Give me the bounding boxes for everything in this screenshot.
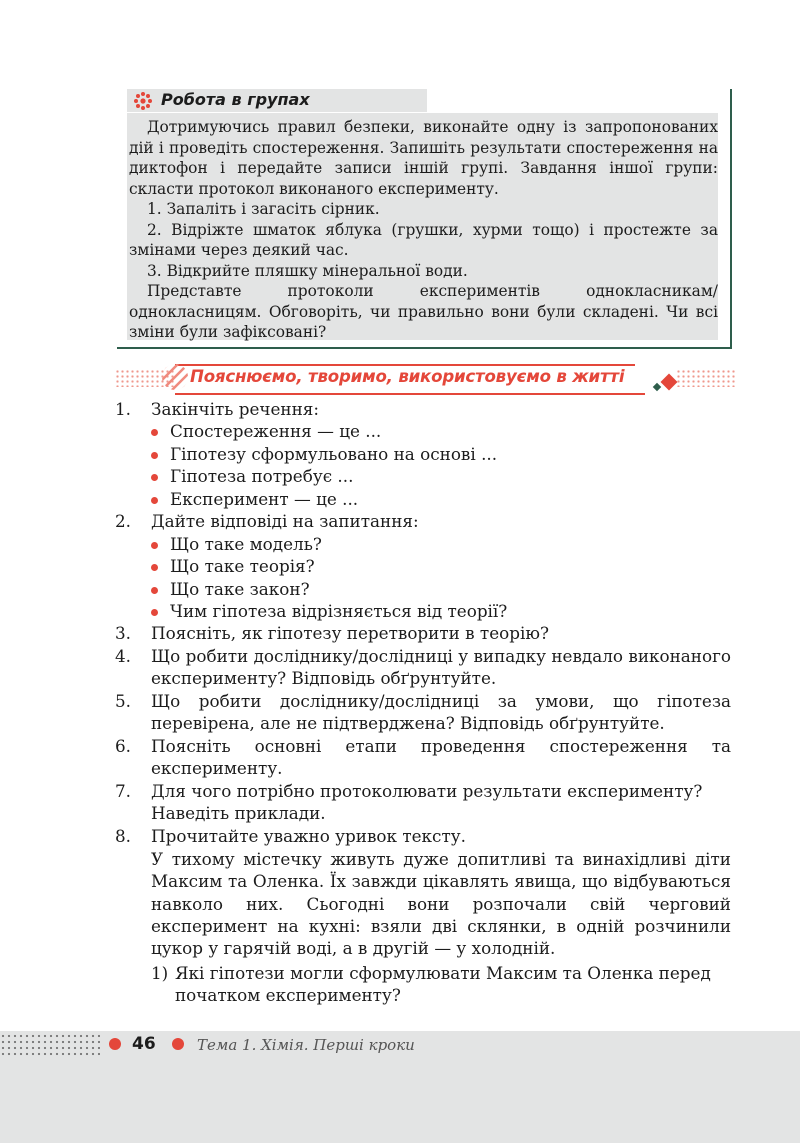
- group-work-icon: [133, 91, 153, 111]
- footer-topic: Тема 1. Хімія. Перші кроки: [197, 1036, 415, 1054]
- subtask-text: Які гіпотези могли сформулювати Максим та Оленка перед початком експерименту?: [175, 963, 711, 1006]
- bullet-icon: [151, 443, 161, 453]
- bullet-text: Чим гіпотеза відрізняється від теорії?: [170, 601, 508, 621]
- group-work-step-1: 1. Запаліть і загасіть сірник.: [147, 200, 380, 218]
- task-number: 5.: [115, 691, 132, 711]
- group-work-header: [127, 89, 427, 112]
- subtask-number: 1): [151, 963, 169, 983]
- bullet-icon: [151, 600, 161, 610]
- task-number: 1.: [115, 399, 132, 419]
- bullet-icon: [151, 533, 161, 543]
- bullet-icon: [151, 578, 161, 588]
- task-number: 6.: [115, 736, 132, 756]
- bullet-text: Що таке модель?: [170, 534, 322, 554]
- task-number: 7.: [115, 781, 132, 801]
- task-text: Прочитайте уважно уривок тексту.: [151, 826, 466, 846]
- group-work-step-2: 2. Відріжте шматок яблука (грушки, хурми тощо) і простежте за змінами через деякий час.: [129, 220, 718, 259]
- task-text: Закінчіть речення:: [151, 399, 320, 419]
- passage-text: У тихому містечку живуть дуже допитливі та винахідливі діти Максим та Оленка. Їх завжди цікавлять явища, що відбуваються навколо них. Сьогодні вони розпочали свій черговий експеримент на кухні: взяли дві склянки, в одній розчинили цукор у гарячій воді, а в другій — у холодній.: [151, 849, 731, 959]
- banner-line-bottom: [175, 393, 645, 395]
- bullet-text: Гіпотезу сформульовано на основі ...: [170, 444, 498, 464]
- task-text: Що робити досліднику/дослідниці за умови, що гіпотеза перевірена, але не підтверджена? Відповідь обґрунтуйте.: [151, 691, 731, 734]
- bullet-text: Що таке теорія?: [170, 556, 315, 576]
- bullet-icon: [151, 488, 161, 498]
- task-text: Дайте відповіді на запитання:: [151, 511, 419, 531]
- footer-circle-right: [172, 1038, 184, 1050]
- bullet-text: Спостереження — це ...: [170, 421, 382, 441]
- group-work-title: Робота в групах: [161, 90, 310, 109]
- banner-stripe-icon: [160, 362, 190, 392]
- task-text: Для чого потрібно протоколювати результати експерименту? Наведіть приклади.: [151, 781, 703, 824]
- banner-diamond-icon: [648, 370, 688, 394]
- bullet-icon: [151, 465, 161, 475]
- footer-circle-left: [109, 1038, 121, 1050]
- group-work-text: [129, 117, 718, 343]
- footer-dots: [0, 1033, 100, 1057]
- task-text: Що робити досліднику/дослідниці у випадку невдало виконаного експерименту? Відповідь обґрунтуйте.: [151, 646, 731, 689]
- page-number: 46: [132, 1034, 156, 1054]
- bullet-icon: [151, 420, 161, 430]
- section-banner-title: Пояснюємо, творимо, використовуємо в житті: [190, 367, 625, 386]
- group-work-outro: Представте протоколи експериментів однокласникам/однокласницям. Обговоріть, чи правильно вони були складені. Чи всі зміни були зафіксовані?: [129, 282, 718, 341]
- task-number: 4.: [115, 646, 132, 666]
- task-number: 3.: [115, 623, 132, 643]
- task-text: Поясніть, як гіпотезу перетворити в теорію?: [151, 623, 549, 643]
- bullet-icon: [151, 555, 161, 565]
- task-text: Поясніть основні етапи проведення спостереження та експерименту.: [151, 736, 731, 779]
- bullet-text: Експеримент — це ...: [170, 489, 359, 509]
- banner-line-top: [175, 364, 635, 366]
- group-work-intro: Дотримуючись правил безпеки, виконайте одну із запропонованих дій і проведіть спостереження. Запишіть результати спостереження на диктофон і передайте записи іншій групі. Завдання іншої групи: скласти протокол виконаного експерименту.: [129, 118, 718, 198]
- bullet-text: Що таке закон?: [170, 579, 310, 599]
- group-work-step-3: 3. Відкрийте пляшку мінеральної води.: [147, 261, 468, 280]
- task-number: 2.: [115, 511, 132, 531]
- bullet-text: Гіпотеза потребує ...: [170, 466, 354, 486]
- task-number: 8.: [115, 826, 132, 846]
